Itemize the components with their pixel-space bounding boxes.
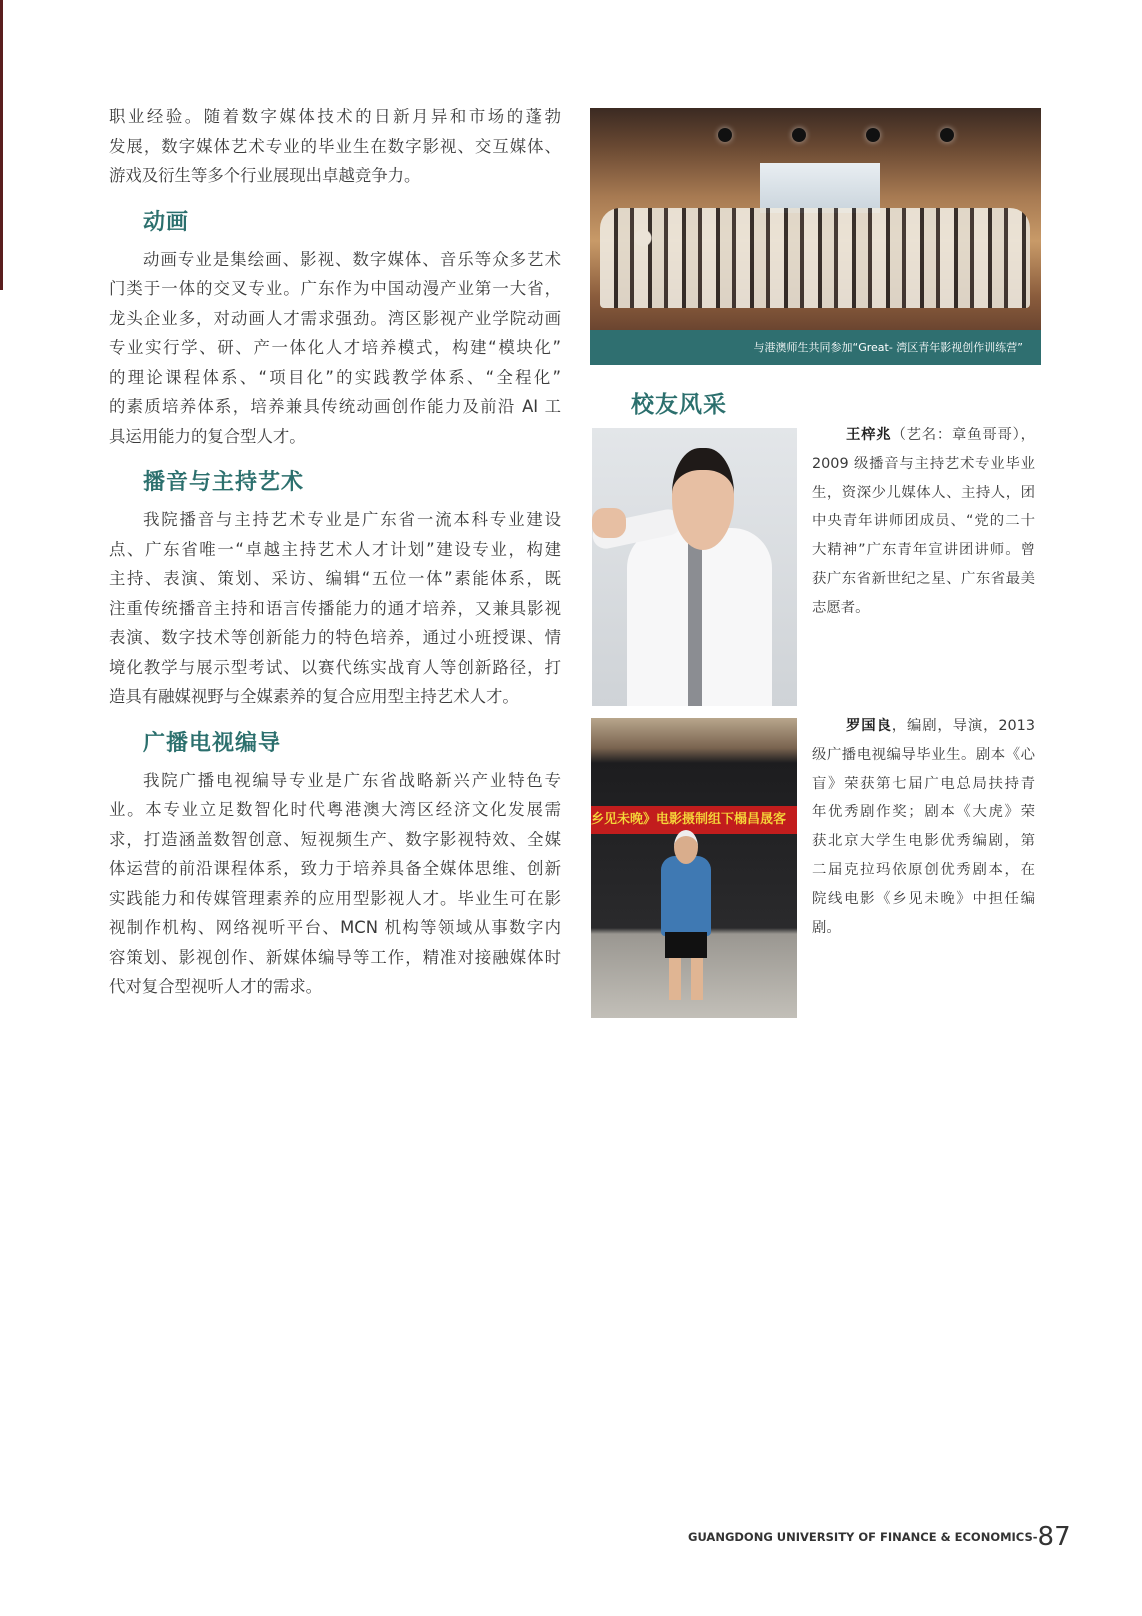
paragraph-line: 我院广播电视编导专业是广东省战略新兴产业特色专 <box>143 770 561 790</box>
stage-light-icon <box>718 128 732 142</box>
bio-line: 获北京大学生电影优秀编剧，第 <box>812 833 1035 850</box>
head <box>674 830 698 864</box>
bio-first-line <box>812 421 1035 450</box>
head <box>672 448 734 550</box>
page-number: 87 <box>1037 1522 1071 1552</box>
bio-text: （艺名：章鱼哥哥）， <box>891 427 1035 443</box>
paragraph-line: 的素质培养体系，培养兼具传统动画创作能力及前沿 AI 工 <box>109 397 561 416</box>
page-footer <box>688 1522 1071 1552</box>
paragraph-line: 游戏及衍生等多个行业展现出卓越竞争力。 <box>109 166 421 185</box>
person <box>661 856 711 936</box>
group-photo-image <box>590 108 1041 330</box>
bio-line: 获广东省新世纪之星、广东省最美 <box>812 570 1035 587</box>
bio-line: 盲》荣获第七届广电总局扶持青 <box>812 775 1035 792</box>
bio-first-line <box>812 712 1035 741</box>
group-of-people <box>600 208 1030 308</box>
spacer <box>109 451 561 459</box>
section-heading: 广播电视编导 <box>143 729 282 756</box>
alumni-photo-luo <box>591 718 797 1018</box>
paragraph-line: 代对复合型视听人才的需求。 <box>109 977 323 996</box>
paragraph-line: 实践能力和传媒管理素养的应用型影视人才。毕业生可在影 <box>109 888 561 908</box>
publication-name: GUANGDONG UNIVERSITY OF FINANCE & ECONOMICS <box>688 1530 1033 1544</box>
alumni-bio-1 <box>812 421 1035 623</box>
paragraph-line: 主持、表演、策划、采访、编辑“五位一体”素能体系，既 <box>109 569 561 588</box>
bio-line: 二届克拉玛依原创优秀剧本，在 <box>812 861 1035 878</box>
bio-line: 中央青年讲师团成员、“党的二十 <box>812 513 1035 530</box>
spacer <box>109 191 561 199</box>
paragraph-line: 求，打造涵盖数智创意、短视频生产、数字影视特效、全媒 <box>109 829 561 849</box>
hand <box>592 508 626 538</box>
tie <box>688 538 702 706</box>
bio-line: 生，资深少儿媒体人、主持人，团 <box>812 484 1035 501</box>
stage-light-icon <box>940 128 954 142</box>
bio-line: 志愿者。 <box>812 599 870 616</box>
alumni-bio-2 <box>812 712 1035 942</box>
bio-line: 大精神”广东青年宣讲团讲师。曾 <box>812 542 1035 559</box>
spacer <box>109 712 561 720</box>
projection-screen <box>760 163 880 213</box>
paragraph-line: 体运营的前沿课程体系，致力于培养具备全媒体思维、创新 <box>109 859 561 878</box>
bio-line: 年优秀剧作奖；剧本《大虎》荣 <box>812 804 1035 821</box>
stage-light-icon <box>866 128 880 142</box>
alumni-section-title: 校友风采 <box>631 391 727 418</box>
paragraph-line: 龙头企业多，对动画人才需求强劲。湾区影视产业学院动画 <box>109 308 561 328</box>
paragraph-line: 门类于一体的交叉专业。广东作为中国动漫产业第一大省， <box>109 279 561 298</box>
paragraph-line: 视制作机构、网络视听平台、MCN 机构等领域从事数字内 <box>109 918 561 937</box>
paragraph-line: 容策划、影视创作、新媒体编导等工作，精准对接融媒体时 <box>109 947 561 967</box>
footer-separator: - <box>1032 1530 1038 1544</box>
paragraph-line: 表演、数字技术等创新能力的特色培养，通过小班授课、情 <box>109 628 561 647</box>
paragraph-line: 境化教学与展示型考试、以赛代练实战育人等创新路径，打 <box>109 657 561 677</box>
bio-line: 院线电影《乡见未晚》中担任编 <box>812 890 1035 907</box>
section-heading: 播音与主持艺术 <box>143 469 305 495</box>
legs <box>669 958 703 1000</box>
bio-text: ，编剧，导演，2013 <box>891 718 1035 734</box>
paragraph-line: 我院播音与主持艺术专业是广东省一流本科专业建设 <box>143 510 561 529</box>
paragraph-line: 点、广东省唯一“卓越主持艺术人才计划”建设专业，构建 <box>109 539 561 559</box>
section-heading: 动画 <box>143 208 190 235</box>
alumni-photo-wang <box>592 428 797 706</box>
bio-line: 级广播电视编导毕业生。剧本《心 <box>812 746 1035 763</box>
alumni-name: 罗国良 <box>846 718 892 734</box>
paragraph-line: 发展，数字媒体艺术专业的毕业生在数字影视、交互媒体、 <box>109 136 561 156</box>
bio-line: 2009 级播音与主持艺术专业毕业 <box>812 455 1035 472</box>
photo-banner-sign: 乡见未晚》电影摄制组下榻昌晟客 <box>591 806 797 834</box>
paragraph-line: 的理论课程体系、“项目化”的实践教学体系、“全程化” <box>109 367 561 387</box>
paragraph-line: 专业实行学、研、产一体化人才培养模式，构建“模块化” <box>109 338 561 357</box>
alumni-name: 王梓兆 <box>846 427 892 443</box>
bio-line: 剧。 <box>812 919 841 936</box>
paragraph-line: 动画专业是集绘画、影视、数字媒体、音乐等众多艺术 <box>143 249 561 269</box>
paragraph-line: 业。本专业立足数智化时代粤港澳大湾区经济文化发展需 <box>109 800 561 819</box>
paragraph-line: 职业经验。随着数字媒体技术的日新月异和市场的蓬勃 <box>109 107 561 126</box>
paragraph-line: 注重传统播音主持和语言传播能力的通才培养，又兼具影视 <box>109 598 561 618</box>
photo-caption: 与港澳师生共同参加“Great- 湾区青年影视创作训练营” <box>590 330 1041 365</box>
shorts <box>665 932 707 958</box>
paragraph-line: 具运用能力的复合型人才。 <box>109 426 306 446</box>
training-camp-photo <box>590 108 1041 365</box>
page-edge-bar <box>0 0 3 290</box>
left-column <box>109 102 561 1002</box>
stage-light-icon <box>792 128 806 142</box>
paragraph-line: 造具有融媒视野与全媒素养的复合应用型主持艺术人才。 <box>109 687 519 706</box>
